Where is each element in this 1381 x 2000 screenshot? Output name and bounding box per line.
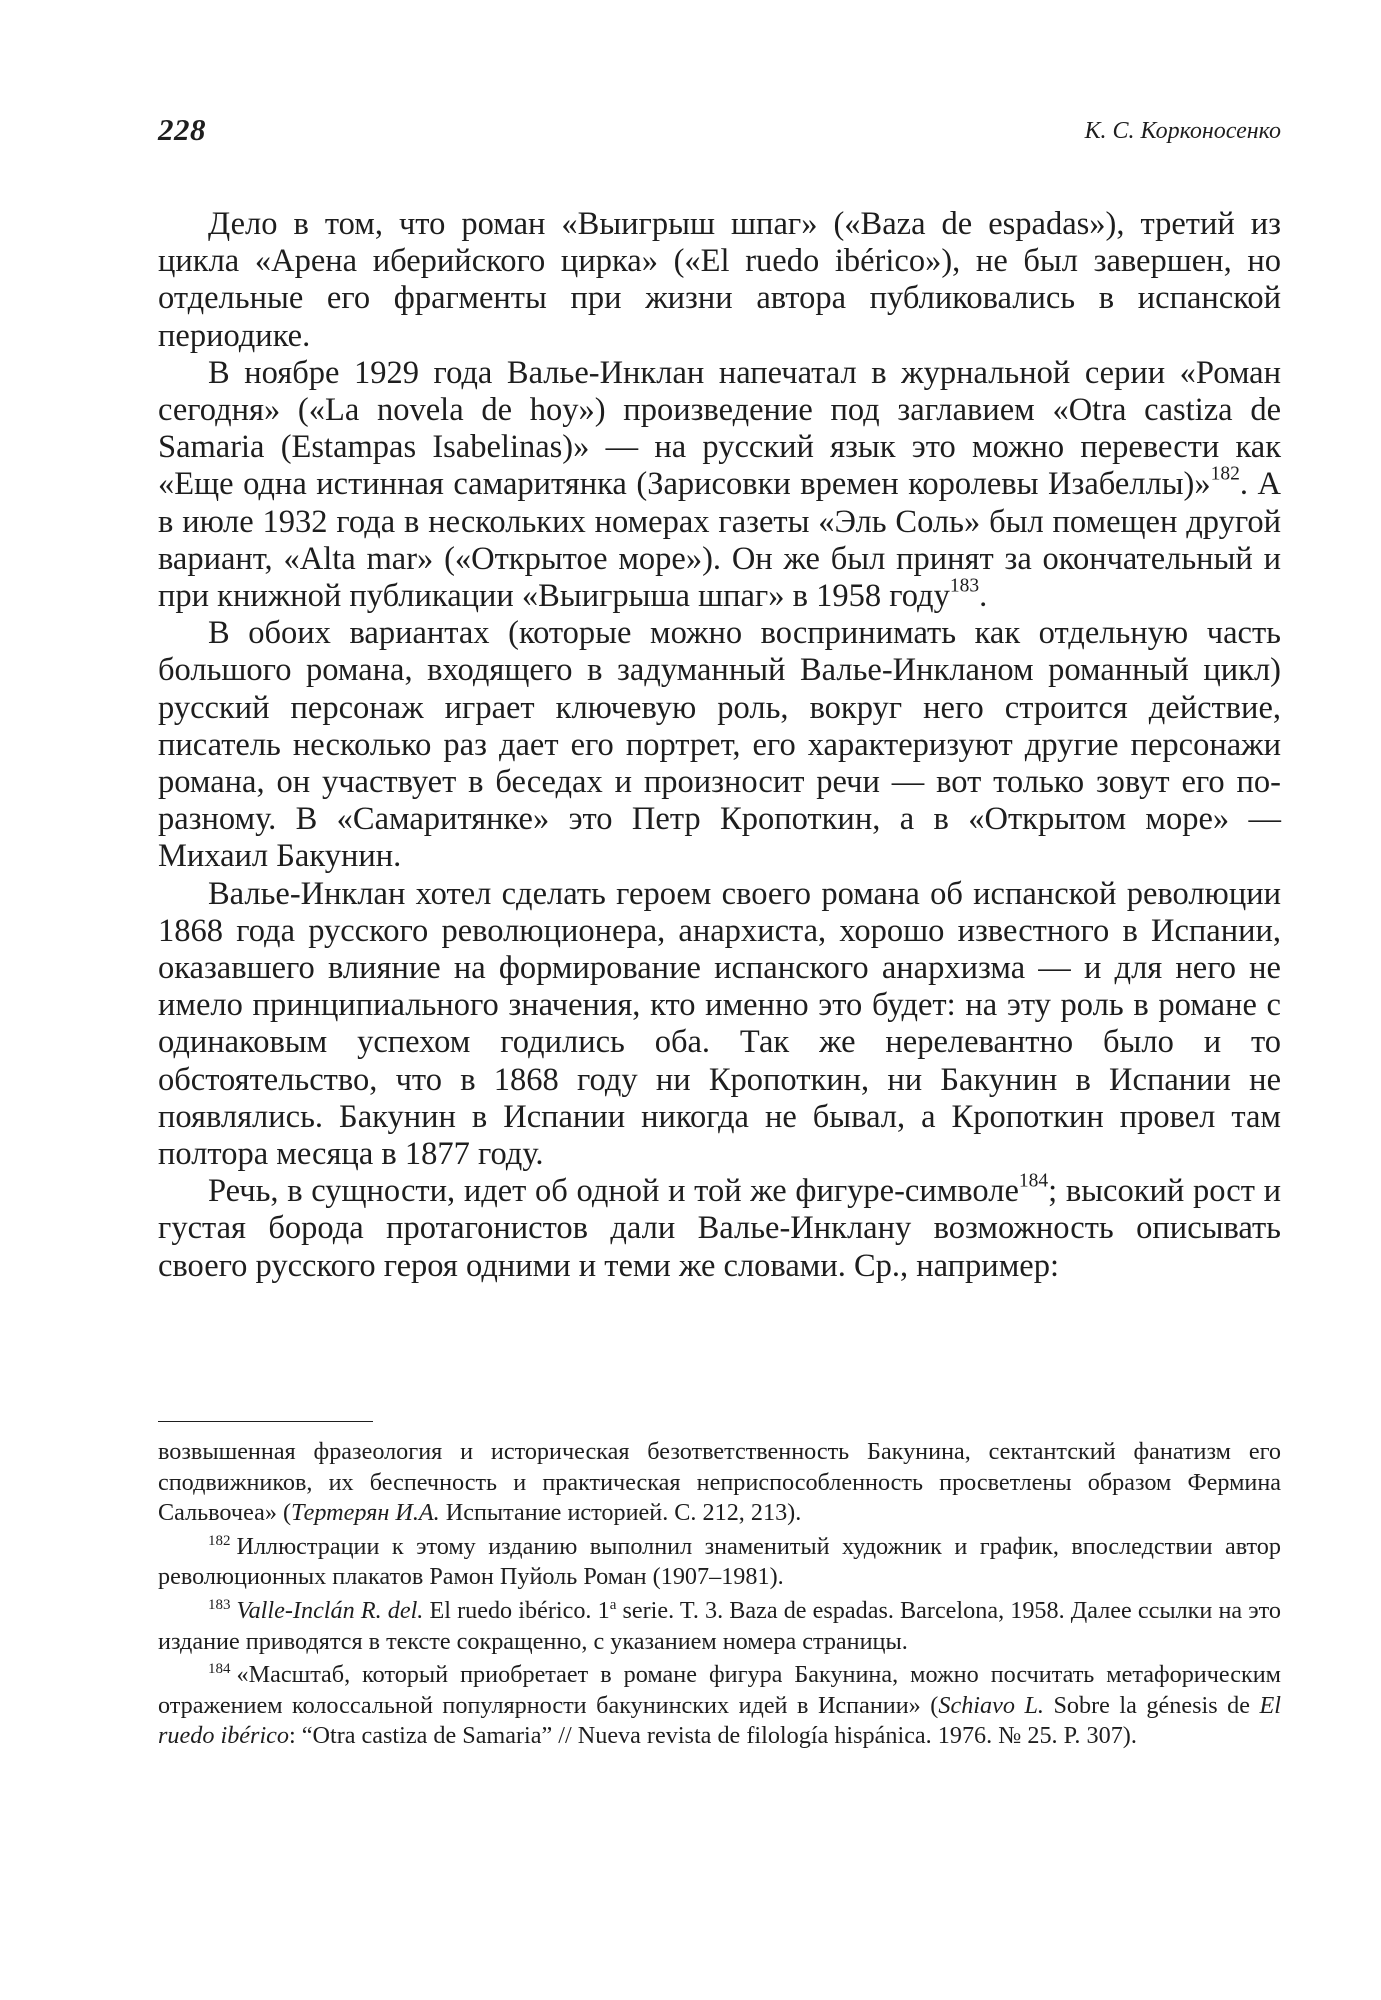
running-title: К. С. Корконосенко — [1084, 118, 1281, 144]
footnote-184-mark: 184 — [208, 1661, 231, 1678]
footnote-separator — [158, 1421, 373, 1422]
footnote-182-mark: 182 — [208, 1532, 231, 1549]
footnote-184-text-c: : “Otra castiza de Samaria” // Nueva revista de filología hispánica. 1976. № 25. P. 307). — [289, 1722, 1137, 1750]
footnote-ref-184[interactable]: 184 — [1018, 1170, 1049, 1192]
footnote-continued-text-b: Испытание историей. С. 212, 213). — [439, 1499, 802, 1527]
footnote-184-author: Schiavo L. — [938, 1691, 1044, 1719]
paragraph-2-text-a: В ноябре 1929 года Валье-Инклан напечатал в журнальной серии «Роман сегодня» («La novela de hoy») произведение под заглавием «Otra castiza de Samaria (Estampas Isabelinas)» — на русский язык это можно перевести как «Еще одна истинная самаритянка (Зарисовки времен королевы Изабеллы)» — [158, 354, 1281, 503]
paragraph-1: Дело в том, что роман «Выигрыш шпаг» («Baza de espadas»), третий из цикла «Арена иберийского цирка» («El ruedo ibérico»), не был завершен, но отдельные его фрагменты при жизни автора публиковались в испанской периодике. — [158, 206, 1281, 354]
footnote-184-title: El ruedo ibérico — [158, 1691, 1281, 1750]
footnote-continued — [158, 1437, 1281, 1529]
footnotes — [158, 1437, 1281, 1755]
paragraph-5 — [158, 1170, 1281, 1285]
footnote-183-text-a: El ruedo ibérico. 1 — [423, 1596, 610, 1624]
paragraph-3: В обоих вариантах (которые можно воспринимать как отдельную часть большого романа, входящего в задуманный Валье-Инкланом романный цикл) русский персонаж играет ключевую роль, вокруг него строится действие, писатель несколько раз дает его портрет, его характеризуют другие персонажи романа, он участвует в беседах и произносит речи — вот только зовут его по-разному. В «Самаритянке» это Петр Кропоткин, а в «Открытом море» — Михаил Бакунин. — [158, 615, 1281, 875]
footnote-183-text-b: serie. T. 3. Baza de espadas. Barcelona, 1958. Далее ссылки на это издание приводятся в тексте сокращенно, с указанием номера страницы. — [158, 1596, 1281, 1655]
paragraph-2-text-b: . А в июле 1932 года в нескольких номерах газеты «Эль Соль» был помещен другой вариант, «Alta mar» («Открытое море»). Он же был принят за окончательный и при книжной публикации «Выигрыша шпаг» в 1958 году — [158, 466, 1281, 615]
paragraph-4: Валье-Инклан хотел сделать героем своего романа об испанской революции 1868 года русского революционера, анархиста, хорошо известного в Испании, оказавшего влияние на формирование испанского анархизма — и для него не имело принципиального значения, кто именно это будет: на эту роль в романе с одинаковым успехом годились оба. Так же нерелевантно было и то обстоятельство, что в 1868 году ни Кропоткин, ни Бакунин в Испании не появлялись. Бакунин в Испании никогда не бывал, а Кропоткин провел там полтора месяца в 1877 году. — [158, 875, 1281, 1173]
footnote-183-ordinal: a — [609, 1596, 617, 1613]
paragraph-5-text-a: Речь, в сущности, идет об одной и той же фигуре-символе — [208, 1173, 1019, 1210]
footnote-182-text: Иллюстрации к этому изданию выполнил знаменитый художник и график, впоследствии автор революционных плакатов Рамон Пуйоль Роман (1907–1981). — [158, 1532, 1281, 1591]
footnote-183 — [158, 1596, 1281, 1657]
footnote-continued-author: Тертерян И.А. — [291, 1499, 440, 1527]
paragraph-2 — [158, 355, 1281, 615]
paragraph-5-text-b: ; высокий рост и густая борода протагонистов дали Валье-Инклану возможность описывать своего русского героя одними и теми же словами. Ср., например: — [158, 1173, 1281, 1284]
footnote-ref-183[interactable]: 183 — [949, 575, 980, 597]
footnote-184-text-a: «Масштаб, который приобретает в романе фигура Бакунина, можно посчитать метафорическим отражением колоссальной популярности бакунинских идей в Испании» ( — [158, 1661, 1281, 1719]
footnote-182 — [158, 1532, 1281, 1593]
footnote-ref-182[interactable]: 182 — [1210, 463, 1240, 485]
paragraph-2-text-c: . — [979, 578, 988, 615]
footnote-184-text-b: Sobre la génesis de — [1043, 1691, 1260, 1719]
footnote-continued-text-a: возвышенная фразеология и историческая безответственность Бакунина, сектантский фанатизм его сподвижников, их беспечность и практическая неприспособленность просветлены образом Фермина Сальвочеа» ( — [158, 1438, 1281, 1527]
footnote-183-author: Valle-Inclán R. del. — [236, 1596, 424, 1624]
page-number: 228 — [158, 112, 206, 147]
footnote-184 — [158, 1660, 1281, 1752]
running-head — [158, 112, 1281, 152]
footnote-183-mark: 183 — [208, 1596, 231, 1613]
main-text — [158, 206, 1281, 1285]
